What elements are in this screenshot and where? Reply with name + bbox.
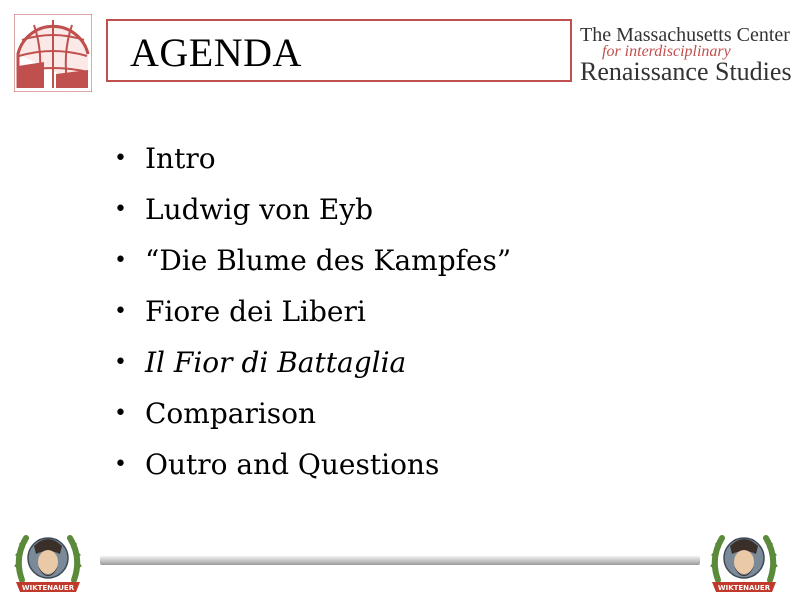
agenda-item [114, 442, 511, 493]
svg-text:WIKTENAUER: WIKTENAUER [717, 584, 771, 592]
bullet-icon: • [114, 248, 127, 273]
agenda-item [114, 289, 511, 340]
bullet-icon: • [114, 197, 127, 222]
footer-divider [100, 556, 700, 565]
logo-line-3: Renaissance Studies [580, 57, 792, 86]
agenda-item-label: Fiore dei Liberi [145, 295, 366, 328]
bullet-icon: • [114, 452, 127, 477]
logo-line-2: for interdisciplinary [602, 43, 731, 60]
dome-logo-icon [14, 14, 92, 92]
slide-title: AGENDA [130, 30, 302, 75]
bullet-icon: • [114, 350, 127, 375]
agenda-item-label: Il Fior di Battaglia [145, 346, 407, 379]
bullet-icon: • [114, 401, 127, 426]
logo-line-1: The Massachusetts Center [580, 24, 790, 46]
massachusetts-center-logo [580, 24, 794, 84]
wiktenauer-badge-icon [708, 528, 780, 600]
bullet-icon: • [114, 146, 127, 171]
wiktenauer-badge-icon [12, 528, 84, 600]
agenda-item-label: Intro [145, 142, 216, 175]
agenda-item-label: Comparison [145, 397, 317, 430]
agenda-item [114, 391, 511, 442]
agenda-item [114, 136, 511, 187]
bullet-icon: • [114, 299, 127, 324]
agenda-item-label: “Die Blume des Kampfes” [145, 244, 512, 277]
agenda-list [114, 136, 511, 493]
title-box [106, 19, 572, 82]
agenda-item [114, 187, 511, 238]
agenda-item-label: Outro and Questions [145, 448, 440, 481]
agenda-item-label: Ludwig von Eyb [145, 193, 374, 226]
agenda-item [114, 340, 511, 391]
svg-text:WIKTENAUER: WIKTENAUER [21, 584, 75, 592]
agenda-item [114, 238, 511, 289]
